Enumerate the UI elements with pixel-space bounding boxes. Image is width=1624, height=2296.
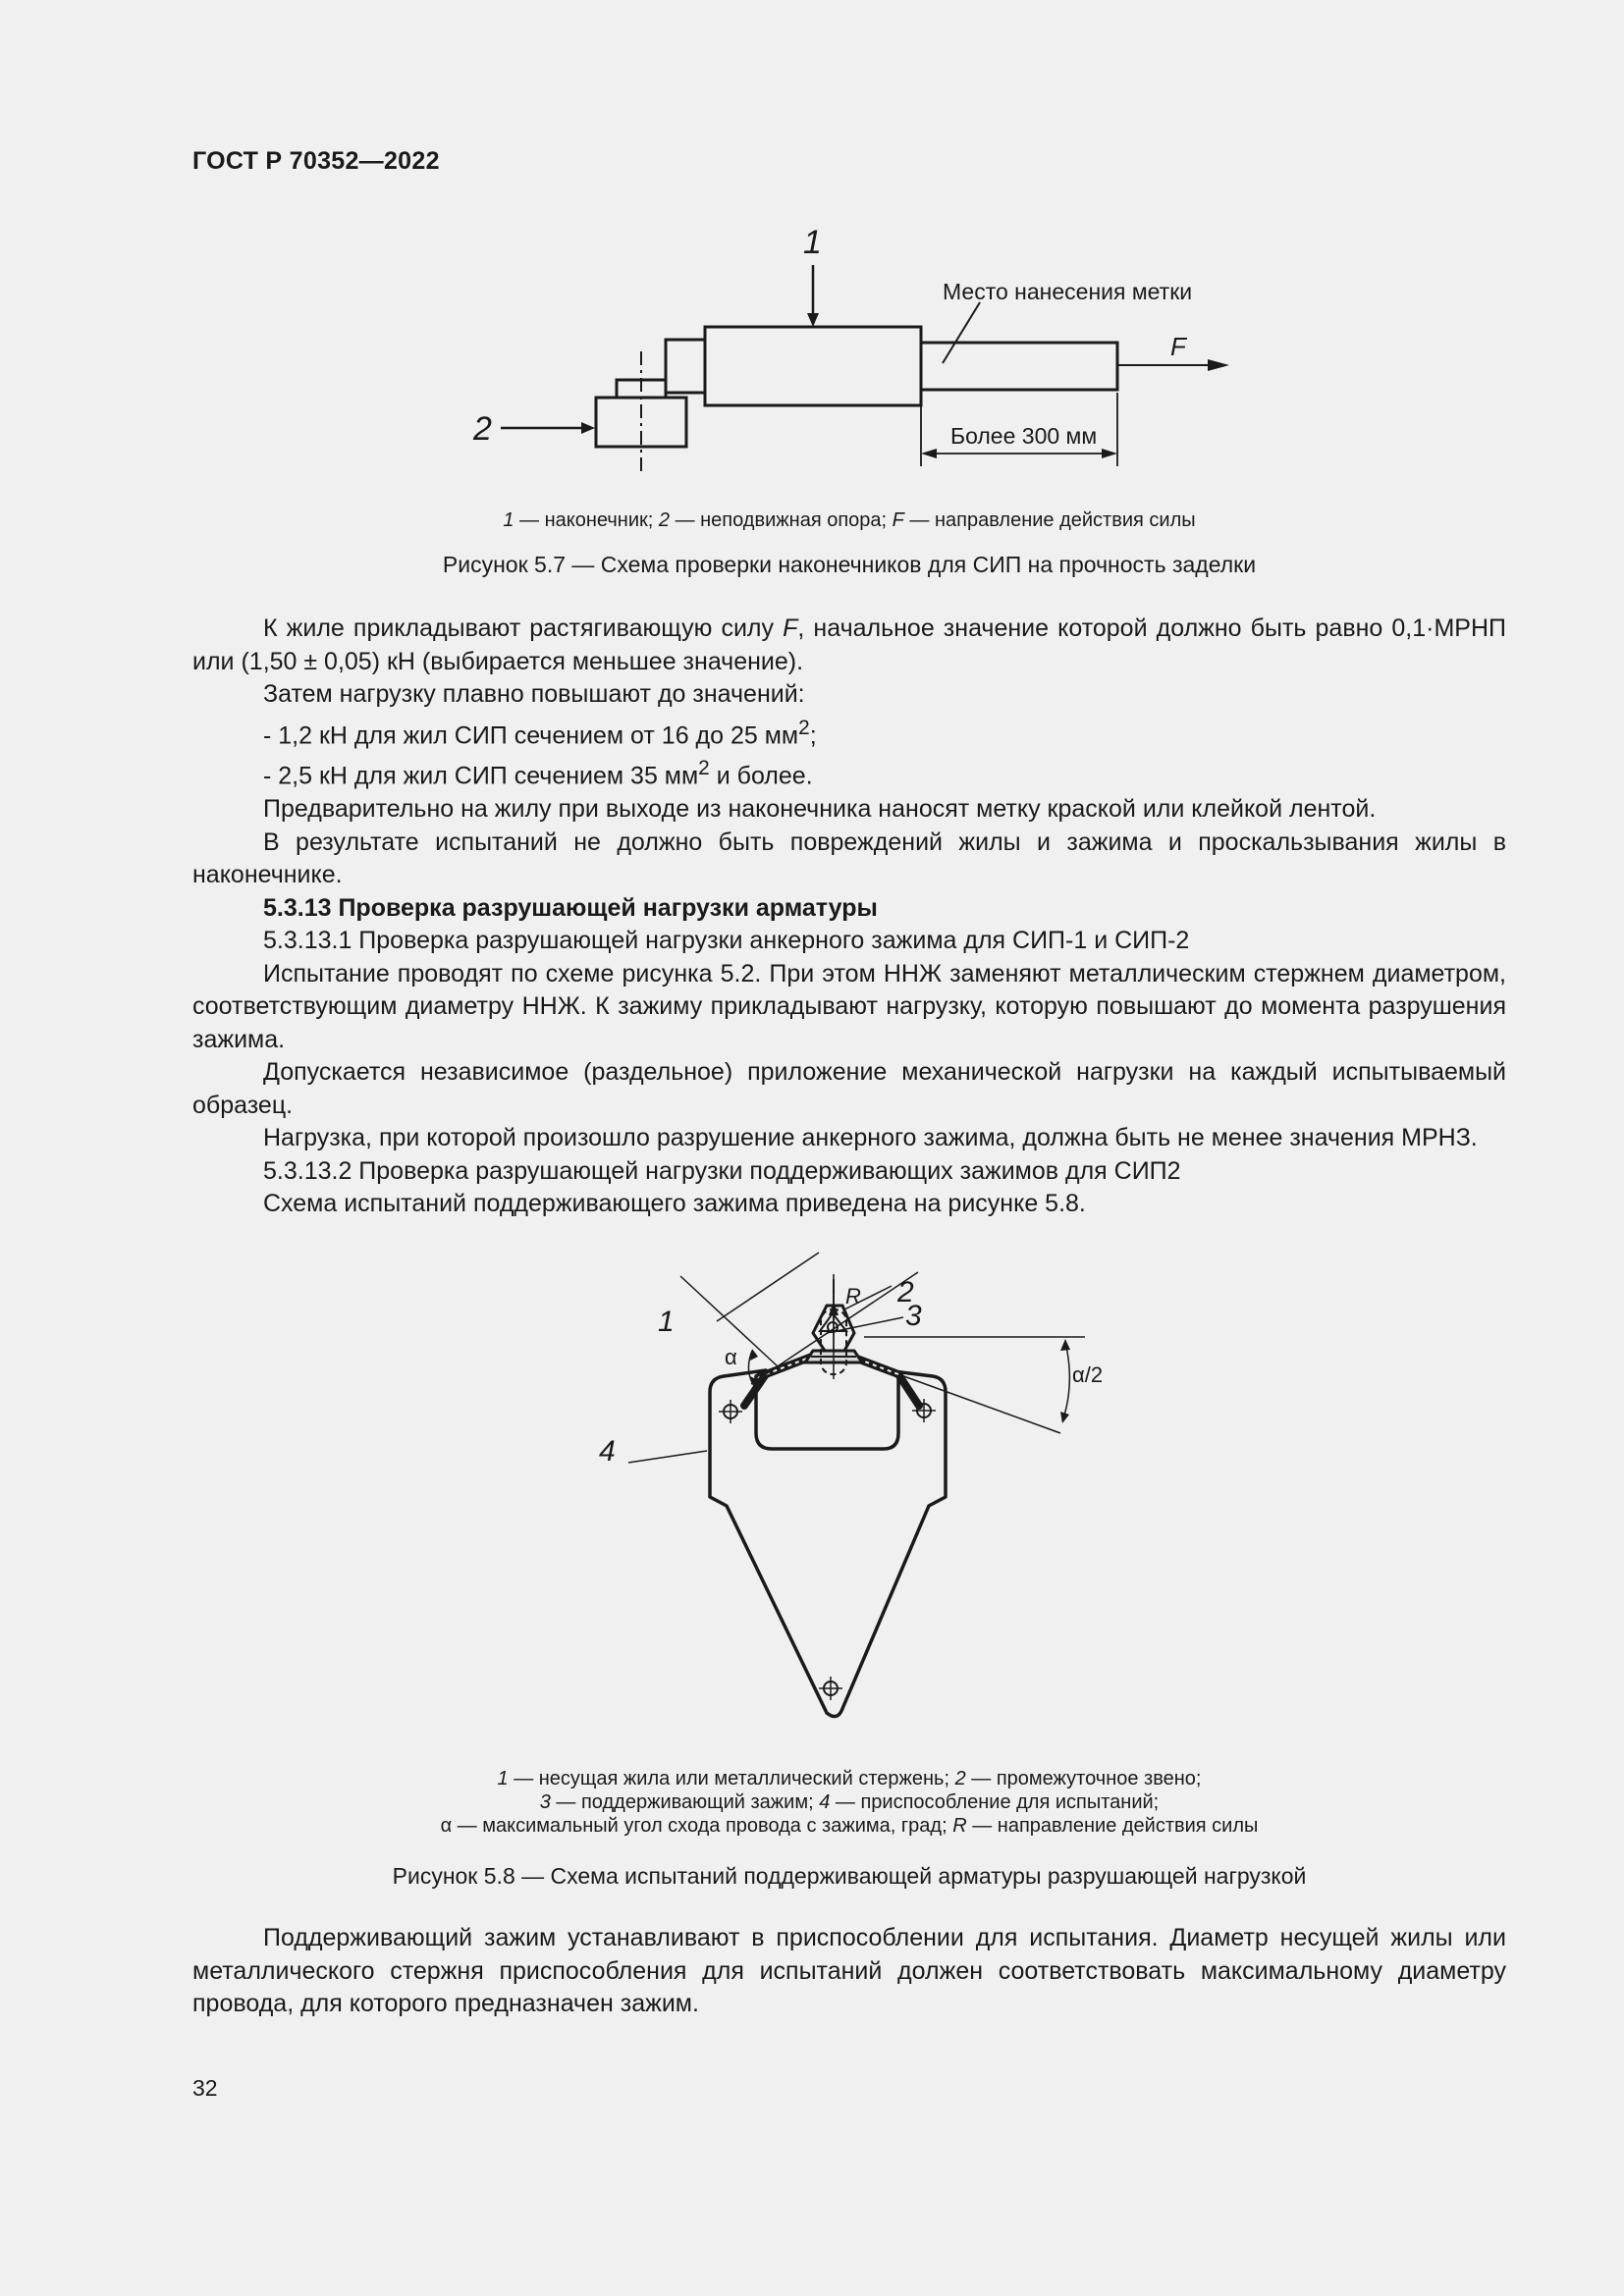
paragraph: Схема испытаний поддерживающего зажима приведена на рисунке 5.8.	[263, 1190, 1086, 1218]
legend-line: 3 — поддерживающий зажим; 4 — приспособление для испытаний;	[539, 1791, 1160, 1813]
fixture-pin-left	[719, 1400, 742, 1423]
page-number: 32	[192, 2075, 218, 2101]
standard-code-header: ГОСТ Р 70352—2022	[192, 147, 440, 175]
legend-text: — наконечник;	[514, 509, 659, 531]
tip-body	[705, 327, 921, 405]
fig57-label-1: 1	[803, 224, 822, 261]
figure-5-7-legend	[192, 508, 1506, 532]
list-item: - 1,2 кН для жил СИП сечением от 16 до 25 $мм^2$;	[263, 716, 817, 749]
force-r-arrow	[829, 1302, 839, 1315]
legend-line: 1 — несущая жила или металлический стержень; 2 — промежуточное звено;	[497, 1768, 1202, 1789]
paragraph: Допускается независимое (раздельное) приложение механической нагрузки на каждый испытываемый образец.	[192, 1058, 1506, 1119]
legend-line: α — максимальный угол схода провода с зажима, град; R — направление действия силы	[440, 1815, 1259, 1837]
fig58-label-4: 4	[599, 1435, 616, 1468]
legend-num: 1	[503, 509, 514, 531]
legend-num: 2	[658, 509, 671, 531]
body-text-2	[192, 1922, 1506, 2021]
paragraph: В результате испытаний не должно быть повреждений жилы и зажима и проскальзывания жилы в наконечнике.	[192, 828, 1506, 889]
legend-num: F	[892, 509, 904, 531]
fixture-pin-bottom	[819, 1677, 842, 1700]
subsection-heading: 5.3.13.2 Проверка разрушающей нагрузки поддерживающих зажимов для СИП2	[263, 1156, 1181, 1185]
figure-5-8-caption: Рисунок 5.8 — Схема испытаний поддерживающей арматуры разрушающей нагрузкой	[392, 1863, 1307, 1889]
leader-4	[628, 1451, 707, 1463]
fig58-label-alpha-half: α/2	[1072, 1362, 1104, 1387]
paragraph: Нагрузка, при которой произошло разрушение анкерного зажима, должна быть не менее значения МРНЗ.	[263, 1124, 1478, 1152]
section-heading: 5.3.13 Проверка разрушающей нагрузки арматуры	[263, 893, 878, 922]
legend-text: — неподвижная опора;	[670, 509, 893, 531]
list-item: - 2,5 кН для жил СИП сечением 35 $мм^2$ и более.	[263, 757, 813, 790]
legend-text: — направление действия силы	[903, 509, 1196, 531]
figure-5-7	[432, 216, 1257, 481]
paragraph: К жиле прикладывают растягивающую силу F, начальное значение которой должно быть равно 0,1·МРНП или (1,50 ± 0,05) кН (выбирается меньшее значение).	[192, 614, 1507, 675]
mark-location-label: Место нанесения метки	[943, 279, 1193, 304]
paragraph: Поддерживающий зажим устанавливают в приспособлении для испытания. Диаметр несущей жилы или металлического стержня приспособления для испытаний должен соответствовать максимальному диаметру провода, для которого предназначен зажим.	[192, 1924, 1506, 2017]
subsection-heading: 5.3.13.1 Проверка разрушающей нагрузки анкерного зажима для СИП-1 и СИП-2	[263, 927, 1190, 955]
paragraph: Испытание проводят по схеме рисунка 5.2. При этом ННЖ заменяют металлическим стержнем диаметром, соответствующим диаметру ННЖ. К зажиму прикладывают нагрузку, которую повышают до момента разрушения зажима.	[192, 959, 1506, 1053]
figure-5-8	[569, 1276, 1139, 1728]
figure-5-7-caption: Рисунок 5.7 — Схема проверки наконечников для СИП на прочность заделки	[442, 552, 1257, 577]
fig57-label-f: F	[1170, 332, 1186, 361]
arrow-1	[807, 313, 819, 327]
length-dimension-label: Более 300 мм	[950, 423, 1098, 449]
fig58-label-alpha: α	[725, 1345, 737, 1369]
tip-neck	[666, 340, 705, 393]
figure-5-8-legend	[192, 1767, 1506, 1838]
fig58-label-1: 1	[658, 1306, 675, 1338]
fig58-label-2: 2	[897, 1276, 914, 1308]
force-arrow	[1208, 359, 1229, 371]
fig58-label-3: 3	[905, 1300, 922, 1332]
paragraph: Затем нагрузку плавно повышают до значений:	[263, 680, 805, 708]
fig58-label-r: R	[845, 1284, 861, 1308]
paragraph: Предварительно на жилу при выходе из наконечника наносят метку краской или клейкой лентой.	[263, 795, 1377, 824]
arrow-2	[581, 422, 595, 434]
fig57-label-2: 2	[473, 410, 492, 448]
angle-alpha-half-arc	[1062, 1342, 1069, 1421]
mark-leader	[943, 302, 980, 363]
body-text-1	[192, 613, 1506, 1221]
